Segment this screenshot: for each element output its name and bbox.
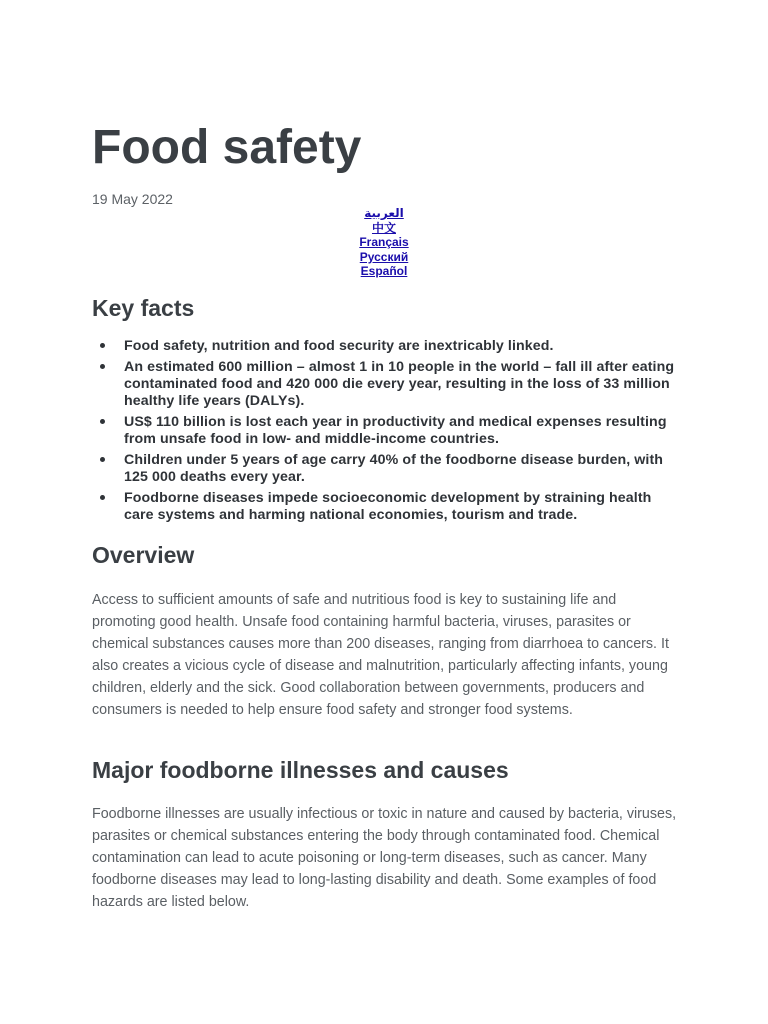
bullet-icon <box>100 457 105 462</box>
bullet-icon <box>100 364 105 369</box>
major-illnesses-heading: Major foodborne illnesses and causes <box>92 757 509 783</box>
major-illnesses-paragraph: Foodborne illnesses are usually infectious or toxic in nature and caused by bacteria, viruses, parasites or chemical substances entering the body through contaminated food. Chemical contamination can lead to acute poisoning or long-term diseases, such as cancer. Many foodborne diseases may lead to long-lasting disability and death. Some examples of food hazards are listed below. <box>92 806 677 910</box>
publication-date: 19 May 2022 <box>92 191 173 207</box>
overview-heading: Overview <box>92 542 195 568</box>
key-facts-list <box>92 338 682 528</box>
key-fact-text: Children under 5 years of age carry 40% of the foodborne disease burden, with 125 000 deaths every year. <box>124 452 664 485</box>
key-fact-text: Food safety, nutrition and food security are inextricably linked. <box>124 338 554 354</box>
language-link-russian[interactable]: Русский <box>359 249 409 264</box>
list-item <box>92 414 682 448</box>
key-fact-text: An estimated 600 million – almost 1 in 10 people in the world – fall ill after eating contaminated food and 420 000 die every year, resulting in the loss of 33 million healthy life years (DALYs). <box>124 359 675 409</box>
bullet-icon <box>100 419 105 424</box>
language-link-french[interactable]: Français <box>359 235 409 250</box>
key-fact-text: US$ 110 billion is lost each year in productivity and medical expenses resulting from unsafe food in low- and middle-income countries. <box>124 414 667 447</box>
language-link-chinese[interactable]: 中文 <box>371 220 396 235</box>
language-links <box>292 206 476 279</box>
language-link-spanish[interactable]: Español <box>360 264 408 279</box>
bullet-icon <box>100 343 105 348</box>
list-item <box>92 359 682 410</box>
list-item <box>92 490 682 524</box>
page-title: Food safety <box>92 121 362 174</box>
list-item <box>92 452 682 486</box>
key-fact-text: Foodborne diseases impede socioeconomic development by straining health care systems and harming national economies, tourism and trade. <box>124 490 652 523</box>
overview-paragraph: Access to sufficient amounts of safe and nutritious food is key to sustaining life and promoting good health. Unsafe food containing harmful bacteria, viruses, parasites or chemical substances causes more than 200 diseases, ranging from diarrhoea to cancers. It also creates a vicious cycle of disease and malnutrition, particularly affecting infants, young children, elderly and the sick. Good collaboration between governments, producers and consumers is needed to help ensure food safety and stronger food systems. <box>92 592 669 718</box>
language-link-arabic[interactable]: العربية <box>364 206 404 220</box>
bullet-icon <box>100 495 105 500</box>
key-facts-heading: Key facts <box>92 295 195 321</box>
list-item <box>92 338 682 355</box>
